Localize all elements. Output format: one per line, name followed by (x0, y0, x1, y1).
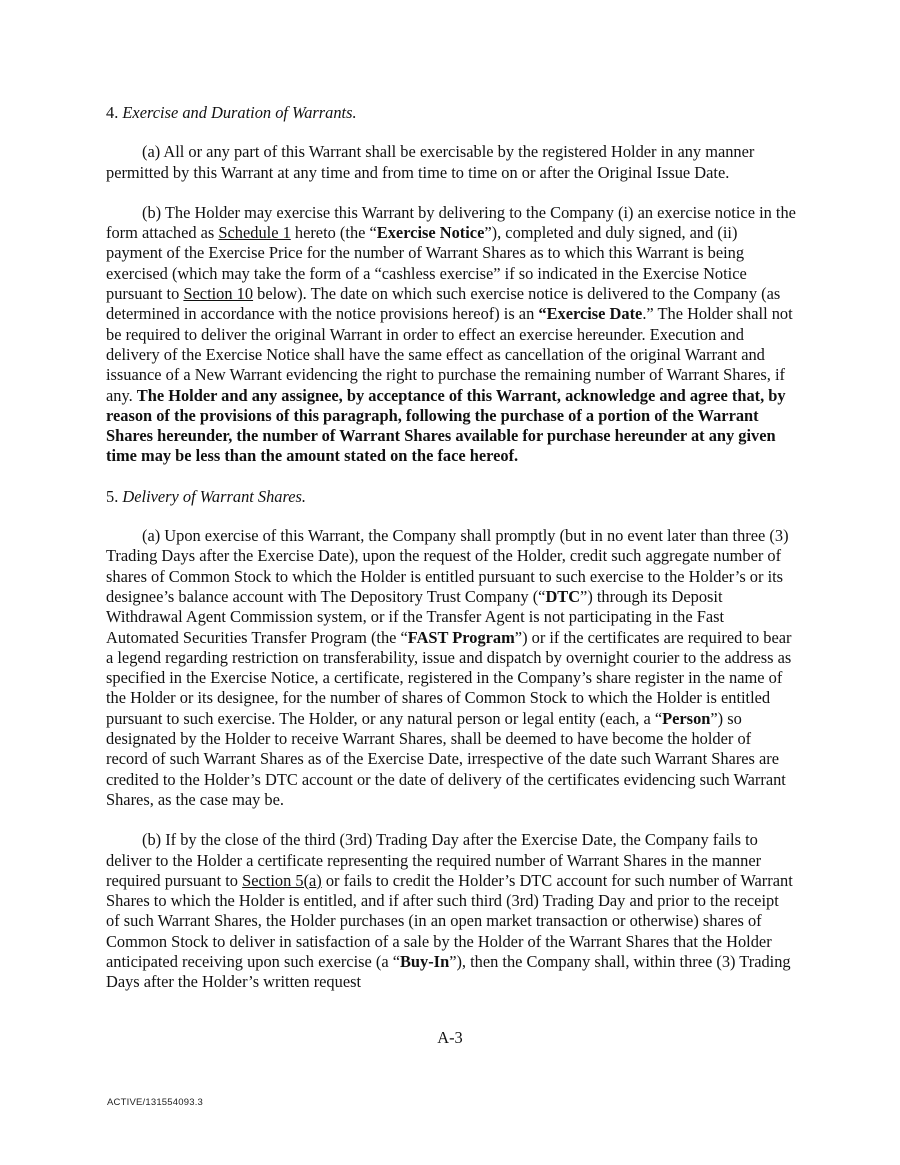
acknowledgement-clause: The Holder and any assignee, by acceptance of this Warrant, acknowledge and agree that, by reason of the provisions of this paragraph, following the purchase of a portion of the Warrant Shares hereunder, the number of Warrant Shares available for purchase hereunder at any given time may be less than the amount stated on the face hereof. (106, 385, 786, 466)
section-10-reference: Section 10 (183, 284, 254, 304)
section-5-heading (106, 487, 796, 507)
defined-term-exercise-notice: Exercise Notice (376, 223, 485, 243)
text-run: ”), completed and duly signed, and (ii) payment of the Exercise Price for the number of Warrant Shares as to which this Warrant is being exercised (which may take the form of a “cashless exercise” if so indicated in the Exercise Notice pursuant to (106, 223, 747, 304)
text-run: ”) or if the certificates are required to bear a legend regarding restriction on transferability, issue and dispatch by overnight courier to the address as specified in the Exercise Notice, a certificate, registered in the Company’s share register in the name of the Holder or its designee, for the number of shares of Common Stock to which the Holder is entitled pursuant to such exercise. The Holder, or any natural person or legal entity (each, a “ (106, 627, 792, 728)
text-run: ”), then the Company shall, within three (3) Trading Days after the Holder’s written request (106, 951, 791, 992)
schedule-1-reference: Schedule 1 (218, 223, 291, 243)
text-run: ”) through its Deposit Withdrawal Agent Commission system, or if the Transfer Agent is not participating in the Fast Automated Securities Transfer Program (the “ (106, 586, 725, 647)
text-run: below). The date on which such exercise notice is delivered to the Company (as determined in accordance with the notice provisions hereof) is an (106, 284, 781, 324)
text-run: (b) The Holder may exercise this Warrant by delivering to the Company (i) an exercise notice in the form attached as (106, 202, 796, 243)
page-body (106, 103, 796, 993)
text-run: hereto (the “ (290, 223, 377, 243)
section-4a-paragraph: (a) All or any part of this Warrant shall be exercisable by the registered Holder in any manner permitted by this Warrant at any time and from time to time on or after the Original Issue Date. (106, 142, 755, 182)
document-id: ACTIVE/131554093.3 (107, 1097, 204, 1108)
section-5a-reference: Section 5(a) (242, 870, 322, 890)
section-4-title: Exercise and Duration of Warrants. (122, 103, 357, 122)
text-run: ”) so designated by the Holder to receive Warrant Shares, shall be deemed to have become the holder of record of such Warrant Shares as of the Exercise Date, irrespective of the date such Warrant Shares are credited to the Holder’s DTC account or the date of delivery of the certificates evidencing such Warrant Shares, as the case may be. (106, 708, 786, 809)
section-5-title: Delivery of Warrant Shares. (122, 486, 307, 506)
text-run: .” The Holder shall not be required to deliver the original Warrant in order to effect an exercise hereunder. Execution and delivery of the Exercise Notice shall have the same effect as cancellation of the original Warrant and issuance of a New Warrant evidencing the right to purchase the remaining number of Warrant Shares, if any. (106, 304, 793, 405)
section-5-number: 5. (106, 486, 119, 506)
section-4-number: 4. (106, 103, 119, 122)
defined-term-fast-program: FAST Program (407, 627, 515, 647)
page-number: A-3 (437, 1028, 463, 1047)
defined-term-buy-in: Buy-In (399, 951, 450, 971)
defined-term-person: Person (662, 708, 711, 728)
section-5b-paragraph (106, 830, 796, 992)
text-run: (a) Upon exercise of this Warrant, the Company shall promptly (but in no event later than three (3) Trading Days after the Exercise Date), upon the request of the Holder, credit such aggregate number of shares of Common Stock to which the Holder is entitled pursuant to such exercise to the Holder’s or its designee’s balance account with The Depository Trust Company (“ (106, 526, 789, 606)
section-5a-paragraph (106, 526, 796, 810)
text-run: (b) If by the close of the third (3rd) Trading Day after the Exercise Date, the Company fails to deliver to the Holder a certificate representing the required number of Warrant Shares in the manner required pursuant to (106, 830, 762, 890)
text-run: or fails to credit the Holder’s DTC account for such number of Warrant Shares to which the Holder is entitled, and if after such third (3rd) Trading Day and prior to the receipt of such Warrant Shares, the Holder purchases (in an open market transaction or otherwise) shares of Common Stock to deliver in satisfaction of a sale by the Holder of the Warrant Shares that the Holder anticipated receiving upon such exercise (a “ (106, 870, 793, 971)
defined-term-exercise-date: “Exercise Date (538, 304, 643, 324)
section-4b-paragraph (106, 203, 796, 467)
section-4-heading (106, 103, 796, 123)
defined-term-dtc: DTC (545, 586, 581, 606)
